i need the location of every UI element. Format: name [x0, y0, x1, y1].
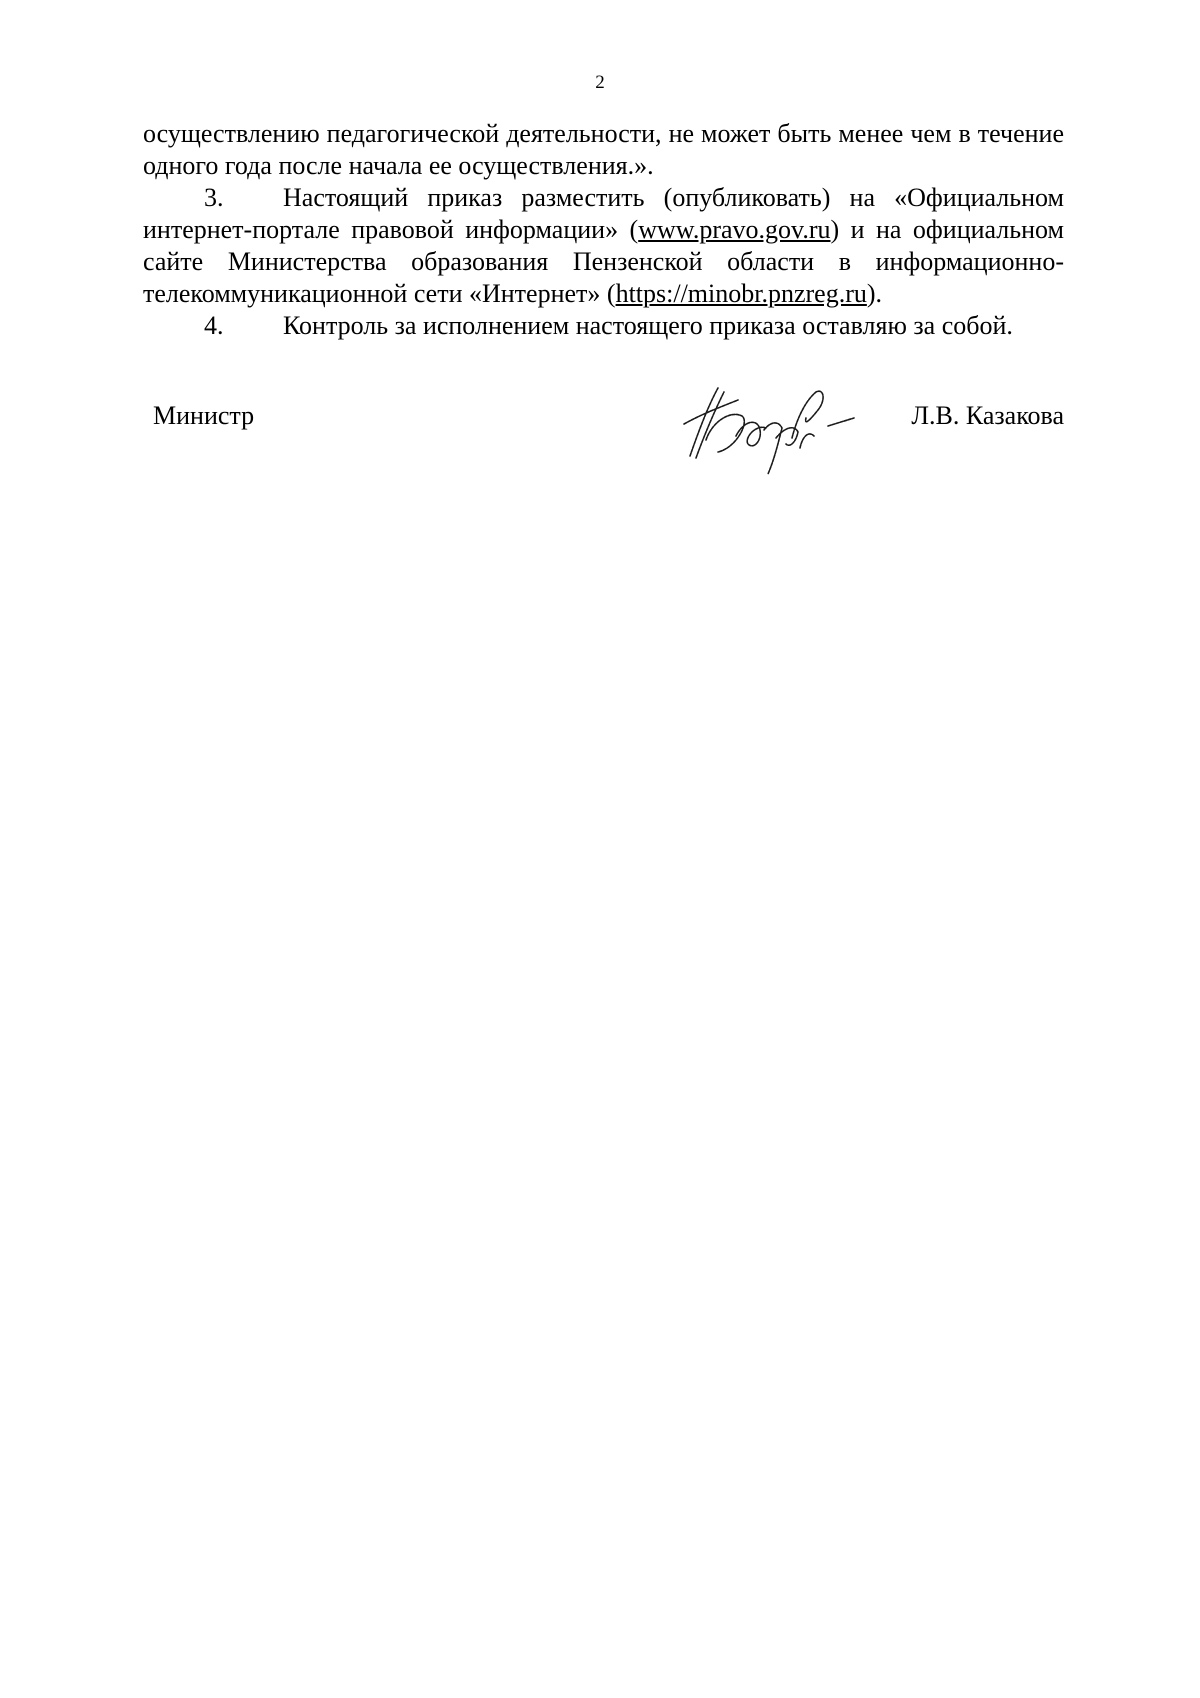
signature-block — [0, 400, 1200, 480]
paragraph-item-3 — [143, 182, 1064, 310]
handwritten-signature-icon — [678, 378, 878, 478]
signer-name: Л.В. Казакова — [911, 401, 1064, 430]
signer-position: Министр — [153, 401, 255, 430]
item-3-text-part2: ) и на официальном сайте Министерства образования Пензенской области в информационно-телекоммуникационной сети «Интернет» ( — [143, 215, 1064, 308]
minobr-link[interactable]: https://minobr.pnzreg.ru — [615, 279, 867, 308]
document-body — [143, 118, 1064, 342]
paragraph-item-4 — [143, 310, 1064, 342]
paragraph-continuation: осуществлению педагогической деятельности, не может быть менее чем в течение одного года после начала ее осуществления.». — [143, 119, 1064, 180]
item-4-text: Контроль за исполнением настоящего приказа оставляю за собой. — [283, 311, 1013, 340]
item-3-text-part3: ). — [866, 279, 883, 308]
pravo-link[interactable]: www.pravo.gov.ru — [638, 215, 831, 244]
item-number: 4. — [204, 311, 224, 340]
page-number: 2 — [595, 72, 605, 93]
item-3-text-part1: Настоящий приказ разместить (опубликовать) на «Официальном интернет-портале правовой информации» ( — [143, 183, 1064, 244]
item-number: 3. — [204, 183, 224, 212]
